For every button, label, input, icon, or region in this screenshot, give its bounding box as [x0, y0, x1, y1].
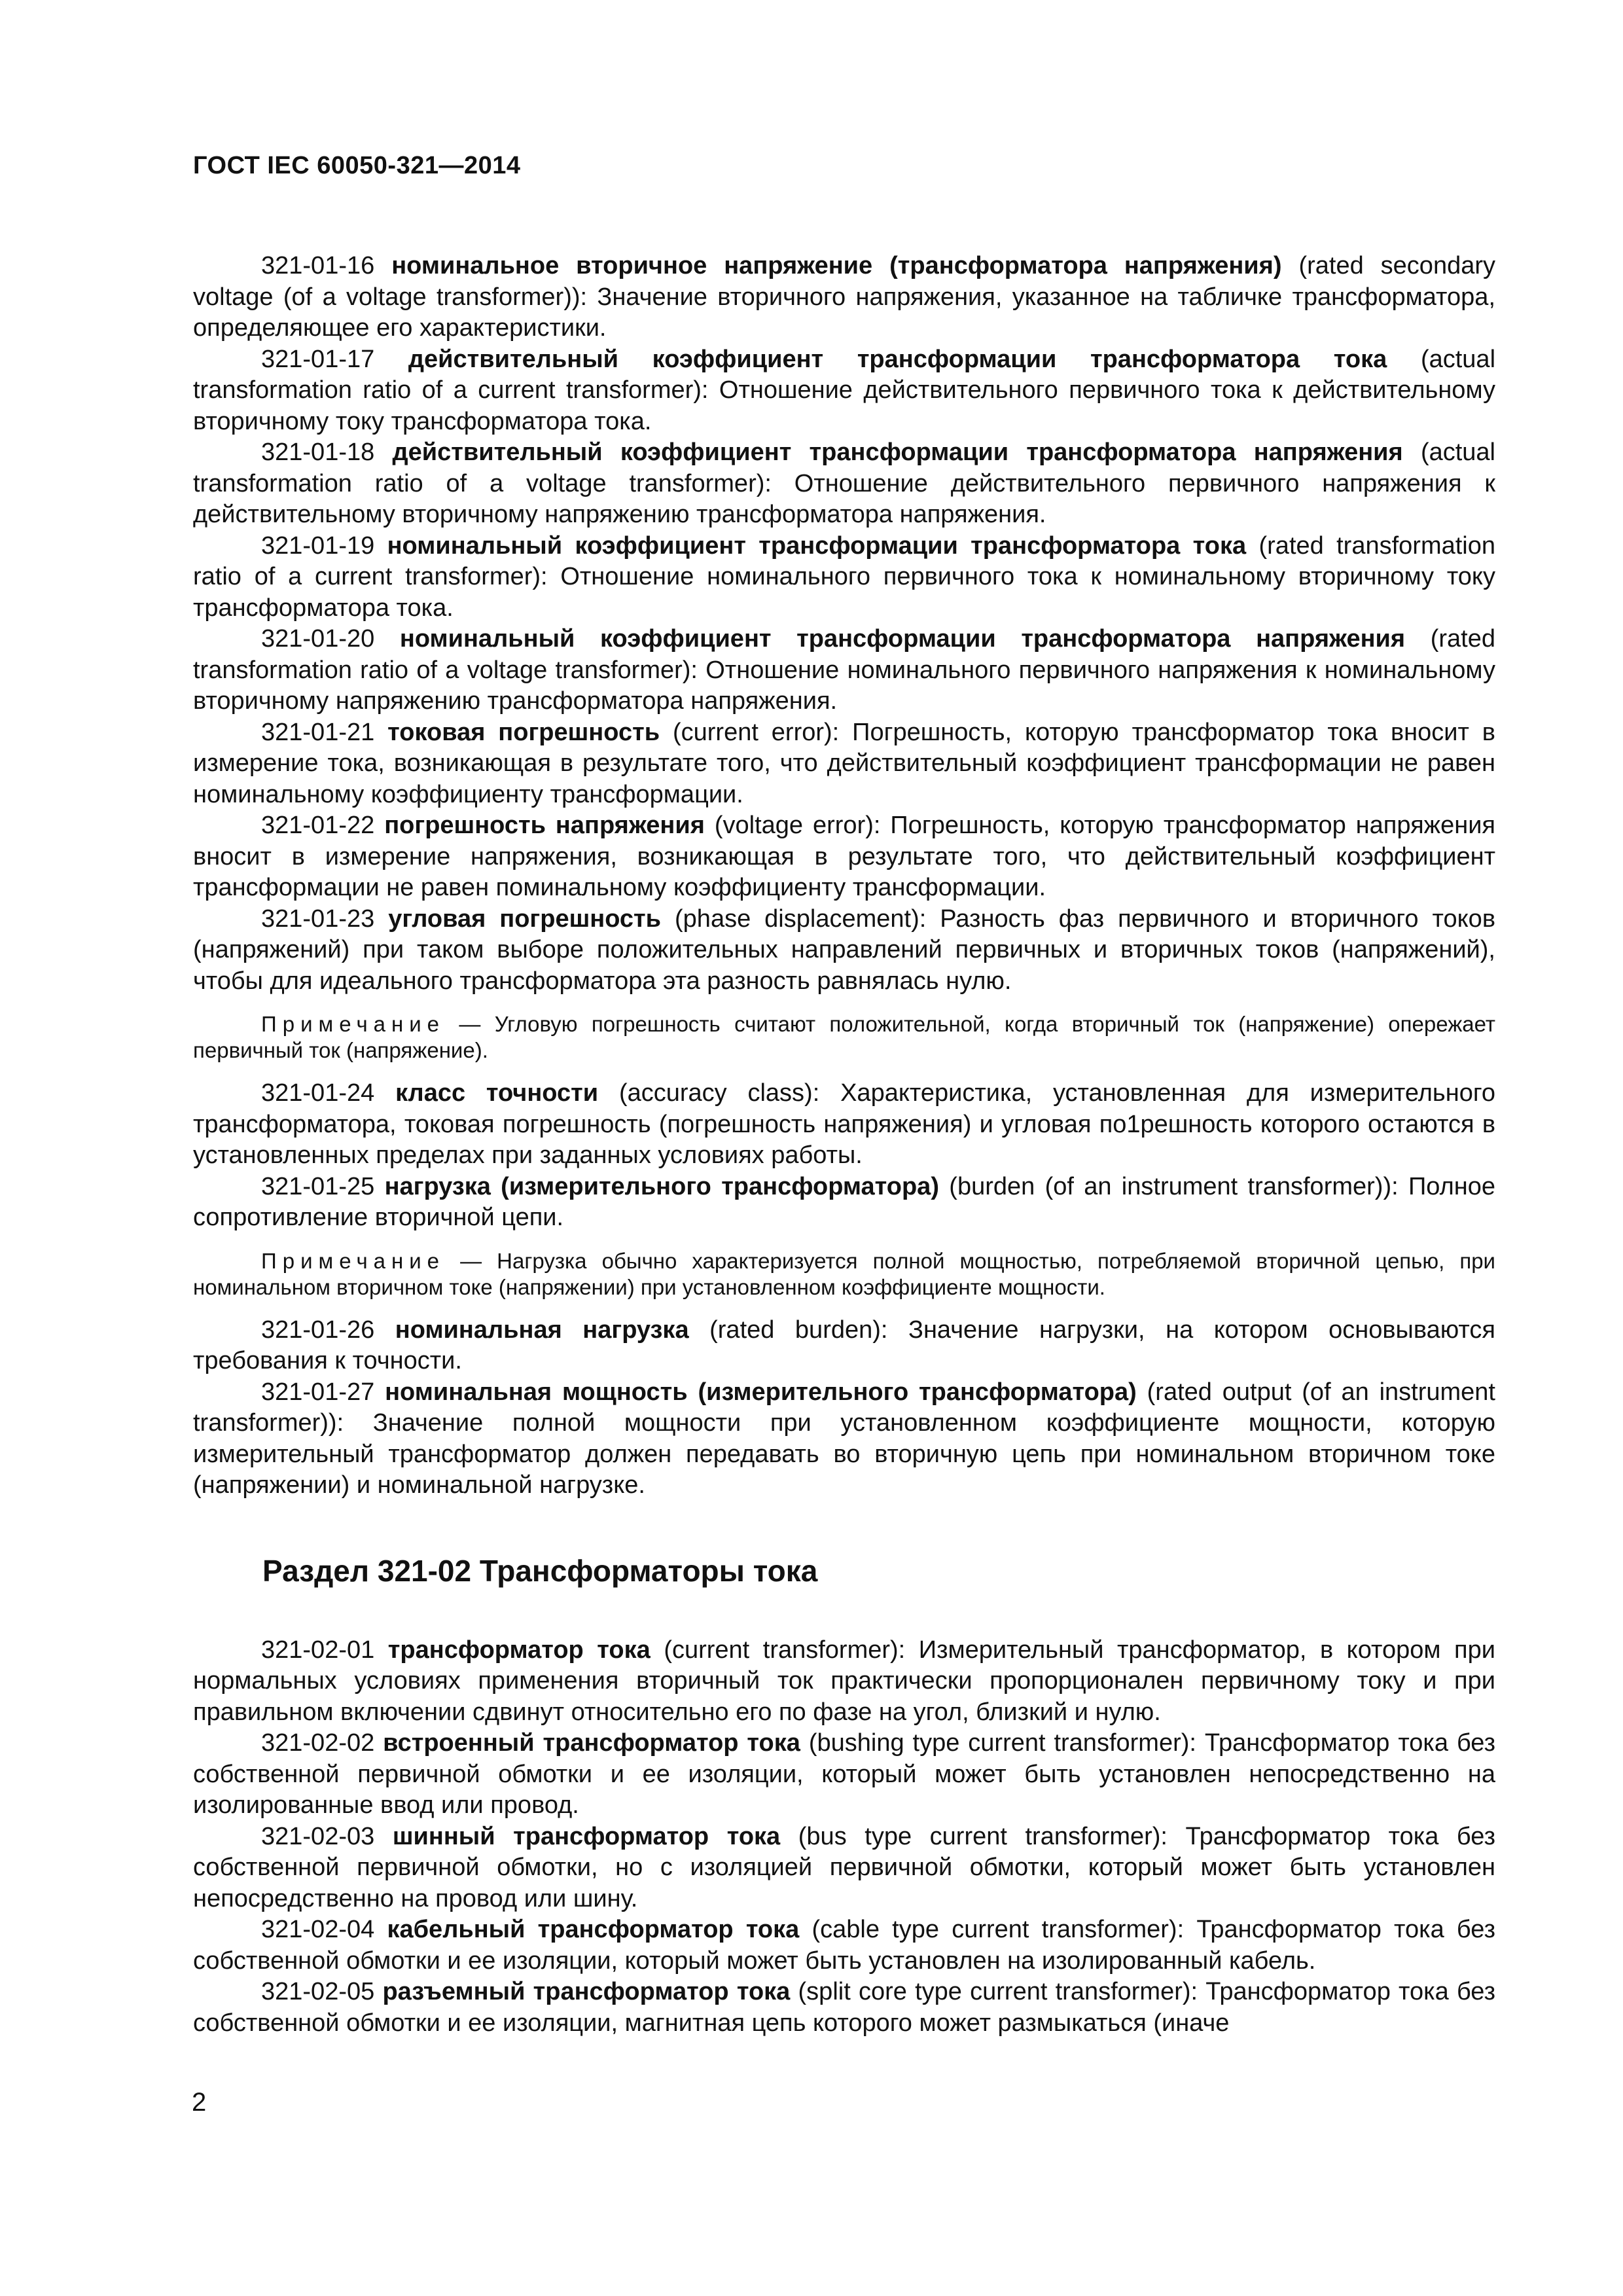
entry-code: 321-02-04	[261, 1916, 375, 1943]
entry-code: 321-01-25	[261, 1172, 375, 1200]
entry-code: 321-01-24	[261, 1079, 375, 1107]
term-entry	[193, 1377, 1495, 1501]
entry-term: токовая погрешность	[387, 718, 660, 746]
entry-code: 321-02-02	[261, 1729, 375, 1757]
entry-code: 321-01-26	[261, 1316, 375, 1344]
entry-definition: (actual transformation ratio of a current transformer): Отношение действительного первичного тока к действительному вторичному току трансформатора тока.	[193, 345, 1496, 435]
entry-code: 321-01-17	[261, 345, 375, 373]
term-entry	[193, 1914, 1495, 1977]
term-entry	[193, 904, 1495, 997]
note-text: — Угловую погрешность считают положительной, когда вторичный ток (напряжение) опережает первичный ток (напряжение).	[193, 1012, 1495, 1062]
entry-definition: (burden (of an instrument transformer)): Полное сопротивление вторичной цепи.	[193, 1172, 1495, 1231]
page-number: 2	[192, 2088, 207, 2117]
entry-code: 321-01-18	[261, 439, 375, 466]
entry-code: 321-02-05	[261, 1978, 375, 2005]
entry-code: 321-01-27	[261, 1378, 375, 1406]
entry-term: номинальный коэффициент трансформации трансформатора напряжения	[399, 625, 1406, 653]
entry-definition: (cable type current transformer): Трансформатор тока без собственной обмотки и ее изоляции, который может быть установлен на изолированный кабель.	[193, 1916, 1495, 1975]
entry-term: шинный трансформатор тока	[392, 1822, 781, 1850]
term-entry	[193, 1728, 1495, 1821]
entry-definition: (rated output (of an instrument transformer)): Значение полной мощности при установленном коэффициенте мощности, которую измерительный трансформатор должен передавать во вторичную цепь при номинальном вторичном токе (напряжении) и номинальной нагрузке.	[193, 1378, 1495, 1499]
note-label: Примечание	[261, 1012, 446, 1036]
entry-code: 321-01-23	[261, 905, 375, 933]
term-entry	[193, 344, 1495, 438]
note	[193, 1248, 1495, 1300]
note	[193, 1011, 1495, 1064]
standard-header: ГОСТ IEC 60050-321—2014	[193, 152, 521, 179]
term-entry	[193, 1821, 1495, 1915]
entry-definition: (split core type current transformer): Трансформатор тока без собственной обмотки и ее изоляции, магнитная цепь которого может размыкаться (иначе	[193, 1978, 1496, 2037]
entry-definition: (actual transformation ratio of a voltage transformer): Отношение действительного первичного напряжения к действительному вторичному напряжению трансформатора напряжения.	[193, 439, 1495, 528]
entry-code: 321-02-01	[261, 1636, 375, 1664]
entry-term: трансформатор тока	[387, 1636, 651, 1664]
entry-term: действительный коэффициент трансформации трансформатора напряжения	[392, 439, 1403, 466]
entry-definition: (voltage error): Погрешность, которую трансформатор напряжения вносит в измерение напряжения, возникающая в результате того, что действительный коэффициент трансформации не равен поминальному коэффициенту трансформации.	[193, 812, 1495, 901]
term-entry	[193, 1635, 1495, 1729]
entry-code: 321-01-22	[261, 812, 375, 839]
page-content	[193, 251, 1495, 2039]
entry-term: номинальное вторичное напряжение (трансформатора напряжения)	[391, 252, 1282, 279]
entry-code: 321-01-20	[261, 625, 375, 653]
note-label: Примечание	[261, 1248, 446, 1273]
entry-code: 321-01-21	[261, 718, 375, 746]
term-entry	[193, 1078, 1495, 1172]
section-heading: Раздел 321-02 Трансформаторы тока	[262, 1553, 818, 1588]
entry-code: 321-01-16	[261, 252, 375, 279]
entry-term: угловая погрешность	[388, 905, 662, 933]
entry-term: нагрузка (измерительного трансформатора)	[384, 1172, 939, 1200]
entries-group-2	[193, 1078, 1495, 1234]
entry-term: встроенный трансформатор тока	[383, 1729, 800, 1757]
entry-definition: (accuracy class): Характеристика, установленная для измерительного трансформатора, токовая погрешность (погрешность напряжения) и угловая по1решность которого остаются в установленных пределах при заданных условиях работы.	[193, 1079, 1495, 1169]
entry-term: действительный коэффициент трансформации трансформатора тока	[408, 345, 1387, 373]
entry-term: номинальный коэффициент трансформации трансформатора тока	[387, 531, 1247, 560]
term-entry	[193, 1315, 1495, 1377]
entry-term: номинальная мощность (измерительного трансформатора)	[385, 1378, 1137, 1406]
term-entry	[193, 531, 1495, 624]
entries-group-1	[193, 251, 1495, 997]
entry-code: 321-02-03	[261, 1822, 375, 1850]
term-entry	[193, 717, 1495, 811]
entry-term: номинальная нагрузка	[395, 1316, 689, 1344]
term-entry	[193, 1172, 1495, 1234]
entry-definition: (current error): Погрешность, которую трансформатор тока вносит в измерение тока, возникающая в результате того, что действительный коэффициент трансформации не равен номинальному коэффициенту трансформации.	[193, 718, 1495, 808]
note-text: — Нагрузка обычно характеризуется полной мощностью, потребляемой вторичной цепью, при номинальном вторичном токе (напряжении) при установленном коэффициенте мощности.	[193, 1248, 1495, 1299]
term-entry	[193, 624, 1495, 717]
term-entry	[193, 1977, 1495, 2039]
entry-definition: (current transformer): Измерительный трансформатор, в котором при нормальных условиях применения вторичный ток практически пропорционален первичному току и при правильном включении сдвинут относительно его по фазе на угол, близкий и нулю.	[193, 1636, 1495, 1726]
entry-definition: (rated secondary voltage (of a voltage transformer)): Значение вторичного напряжения, указанное на табличке трансформатора, определяющее его характеристики.	[193, 252, 1495, 342]
entry-code: 321-01-19	[261, 531, 375, 560]
term-entry	[193, 251, 1495, 344]
entry-term: погрешность напряжения	[384, 812, 705, 839]
entry-term: класс точности	[395, 1079, 599, 1107]
entry-term: разъемный трансформатор тока	[382, 1978, 791, 2005]
term-entry	[193, 437, 1495, 531]
entries-group-3	[193, 1315, 1495, 1501]
entry-definition: (rated transformation ratio of a current transformer): Отношение номинального первичного тока к номинальному вторичному току трансформатора тока.	[193, 531, 1496, 622]
entry-term: кабельный трансформатор тока	[387, 1916, 800, 1943]
entry-definition: (rated transformation ratio of a voltage transformer): Отношение номинального первичного напряжения к номинальному вторичному напряжению трансформатора напряжения.	[193, 625, 1495, 715]
entry-definition: (bushing type current transformer): Трансформатор тока без собственной первичной обмотки и ее изоляции, который может быть установлен непосредственно на изолированные ввод или провод.	[193, 1729, 1495, 1819]
term-entry	[193, 810, 1495, 904]
entry-definition: (phase displacement): Разность фаз первичного и вторичного токов (напряжений) при таком выборе положительных направлений первичных и вторичных токов (напряжений), чтобы для идеального трансформатора эта разность равнялась нулю.	[193, 905, 1496, 995]
entry-definition: (bus type current transformer): Трансформатор тока без собственной первичной обмотки, но с изоляцией первичной обмотки, который может быть установлен непосредственно на провод или шину.	[193, 1822, 1495, 1912]
entry-definition: (rated burden): Значение нагрузки, на котором основываются требования к точности.	[193, 1316, 1495, 1374]
entries-group-4	[193, 1635, 1495, 2039]
